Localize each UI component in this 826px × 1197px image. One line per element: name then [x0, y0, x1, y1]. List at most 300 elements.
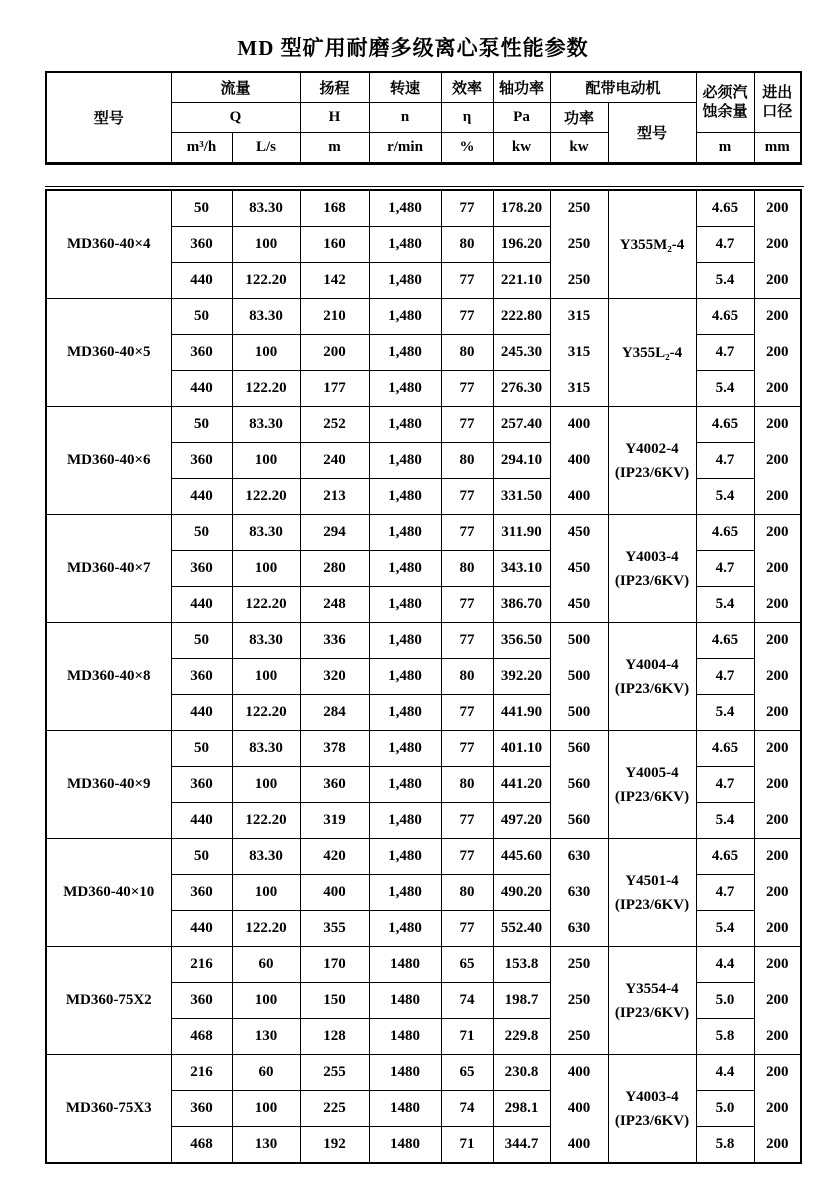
diameter-stack — [755, 191, 801, 298]
motor-power-value: 250 — [567, 271, 591, 288]
efficiency-cell: 77 — [441, 263, 493, 299]
npsh-cell: 5.0 — [696, 1091, 754, 1127]
motor-power-value: 400 — [567, 416, 591, 433]
spec-row — [46, 190, 801, 227]
header-head: 扬程 — [300, 72, 369, 103]
npsh-cell: 5.8 — [696, 1127, 754, 1164]
diameter-value: 200 — [766, 416, 789, 433]
flow-m3h-cell: 360 — [171, 227, 232, 263]
efficiency-cell: 74 — [441, 983, 493, 1019]
diameter-stack — [755, 1055, 801, 1162]
motor-power-value: 560 — [567, 811, 591, 828]
motor-model-cell — [608, 947, 696, 1055]
flow-m3h-cell: 360 — [171, 983, 232, 1019]
header-speed-unit: r/min — [369, 133, 441, 164]
motor-model-line: Y4003-4 — [625, 548, 679, 565]
flow-m3h-cell: 50 — [171, 623, 232, 659]
motor-power — [550, 515, 608, 623]
motor-power-value: 560 — [567, 740, 591, 757]
speed-cell: 1480 — [369, 1127, 441, 1164]
head-cell: 128 — [300, 1019, 369, 1055]
flow-m3h-cell: 360 — [171, 551, 232, 587]
diameter — [754, 190, 801, 299]
diameter-stack — [755, 515, 801, 622]
shaft-power-cell: 257.40 — [493, 407, 550, 443]
flow-ls-cell: 83.30 — [232, 190, 300, 227]
flow-ls-cell: 122.20 — [232, 803, 300, 839]
diameter-value: 200 — [766, 811, 789, 828]
head-cell: 255 — [300, 1055, 369, 1091]
head-cell: 360 — [300, 767, 369, 803]
shaft-power-cell: 294.10 — [493, 443, 550, 479]
shaft-power-cell: 331.50 — [493, 479, 550, 515]
head-cell: 355 — [300, 911, 369, 947]
motor-power-stack — [551, 839, 608, 946]
motor-power-value: 500 — [567, 668, 591, 684]
diameter — [754, 947, 801, 1055]
speed-cell: 1,480 — [369, 407, 441, 443]
header-flow-unit-m3h: m³/h — [171, 133, 232, 164]
diameter-value: 200 — [766, 308, 789, 325]
npsh-cell: 5.4 — [696, 371, 754, 407]
flow-ls-cell: 122.20 — [232, 263, 300, 299]
diameter-value: 200 — [766, 848, 789, 865]
motor-model-line: (IP23/6KV) — [614, 896, 690, 913]
header-flow-unit-ls: L/s — [232, 133, 300, 164]
header-motor: 配带电动机 — [550, 72, 696, 103]
spec-row — [46, 623, 801, 659]
page-title: MD 型矿用耐磨多级离心泵性能参数 — [237, 36, 589, 60]
efficiency-cell: 77 — [441, 731, 493, 767]
shaft-power-cell: 344.7 — [493, 1127, 550, 1164]
motor-power-value: 400 — [567, 1100, 591, 1116]
shaft-power-cell: 311.90 — [493, 515, 550, 551]
npsh-cell: 5.4 — [696, 695, 754, 731]
speed-cell: 1480 — [369, 1055, 441, 1091]
flow-ls-cell: 100 — [232, 1091, 300, 1127]
shaft-power-cell: 445.60 — [493, 839, 550, 875]
diameter-value: 200 — [766, 524, 789, 541]
pump-group — [46, 839, 801, 947]
motor-model-cell — [608, 190, 696, 299]
flow-m3h-cell: 360 — [171, 335, 232, 371]
efficiency-cell: 80 — [441, 767, 493, 803]
motor-model-cell — [608, 839, 696, 947]
motor-power — [550, 839, 608, 947]
head-cell: 177 — [300, 371, 369, 407]
header-efficiency: 效率 — [441, 72, 493, 103]
pump-model: MD360-40×10 — [46, 839, 171, 947]
motor-power-stack — [551, 191, 608, 298]
header-efficiency-symbol: η — [441, 103, 493, 133]
efficiency-cell: 80 — [441, 659, 493, 695]
spec-row — [46, 947, 801, 983]
shaft-power-cell: 386.70 — [493, 587, 550, 623]
efficiency-cell: 71 — [441, 1127, 493, 1164]
diameter-stack — [755, 623, 801, 730]
head-cell: 160 — [300, 227, 369, 263]
diameter-stack — [755, 731, 801, 838]
motor-power-value: 630 — [567, 848, 591, 865]
shaft-power-cell: 153.8 — [493, 947, 550, 983]
shaft-power-cell: 441.90 — [493, 695, 550, 731]
diameter-value: 200 — [766, 1064, 789, 1081]
motor-model-line: Y4005-4 — [625, 764, 679, 781]
motor-power-value: 630 — [567, 919, 591, 936]
header-efficiency-unit: % — [441, 133, 493, 164]
head-cell: 168 — [300, 190, 369, 227]
pump-model: MD360-75X3 — [46, 1055, 171, 1164]
shaft-power-cell: 276.30 — [493, 371, 550, 407]
motor-power — [550, 190, 608, 299]
motor-power-stack — [551, 299, 608, 406]
header-port — [754, 72, 801, 133]
speed-cell: 1,480 — [369, 839, 441, 875]
diameter-value: 200 — [766, 379, 789, 396]
flow-ls-cell: 122.20 — [232, 911, 300, 947]
flow-ls-cell: 83.30 — [232, 839, 300, 875]
header-head-symbol: H — [300, 103, 369, 133]
npsh-cell: 4.7 — [696, 767, 754, 803]
npsh-cell: 4.7 — [696, 551, 754, 587]
head-cell: 225 — [300, 1091, 369, 1127]
diameter-value: 200 — [766, 595, 789, 612]
motor-model-line: (IP23/6KV) — [614, 1112, 690, 1129]
head-cell: 400 — [300, 875, 369, 911]
header-model: 型号 — [46, 72, 171, 164]
motor-power-value: 450 — [567, 560, 591, 576]
flow-m3h-cell: 50 — [171, 299, 232, 335]
diameter-value: 200 — [766, 487, 789, 504]
motor-power — [550, 947, 608, 1055]
npsh-cell: 5.8 — [696, 1019, 754, 1055]
motor-power — [550, 1055, 608, 1164]
diameter-value: 200 — [766, 919, 789, 936]
pump-model: MD360-40×5 — [46, 299, 171, 407]
diameter-value: 200 — [766, 956, 789, 973]
flow-ls-cell: 100 — [232, 767, 300, 803]
flow-ls-cell: 100 — [232, 983, 300, 1019]
pump-group — [46, 623, 801, 731]
motor-power-value: 315 — [567, 308, 591, 325]
motor-model-cell — [608, 515, 696, 623]
diameter-value: 200 — [766, 1135, 789, 1152]
efficiency-cell: 80 — [441, 335, 493, 371]
npsh-cell: 4.65 — [696, 407, 754, 443]
motor-power-value: 250 — [567, 200, 591, 217]
motor-power-value: 560 — [567, 776, 591, 792]
motor-power-stack — [551, 515, 608, 622]
head-cell: 213 — [300, 479, 369, 515]
header-shaft-power-symbol: Pa — [493, 103, 550, 133]
speed-cell: 1,480 — [369, 911, 441, 947]
head-cell: 240 — [300, 443, 369, 479]
npsh-cell: 5.4 — [696, 911, 754, 947]
speed-cell: 1,480 — [369, 263, 441, 299]
flow-m3h-cell: 50 — [171, 731, 232, 767]
efficiency-cell: 74 — [441, 1091, 493, 1127]
motor-model-line: (IP23/6KV) — [614, 464, 690, 481]
flow-m3h-cell: 440 — [171, 263, 232, 299]
spec-row — [46, 407, 801, 443]
flow-ls-cell: 122.20 — [232, 587, 300, 623]
speed-cell: 1,480 — [369, 443, 441, 479]
shaft-power-cell: 497.20 — [493, 803, 550, 839]
shaft-power-cell: 222.80 — [493, 299, 550, 335]
shaft-power-cell: 230.8 — [493, 1055, 550, 1091]
flow-m3h-cell: 468 — [171, 1019, 232, 1055]
speed-cell: 1,480 — [369, 731, 441, 767]
spec-row — [46, 515, 801, 551]
diameter — [754, 299, 801, 407]
head-cell: 210 — [300, 299, 369, 335]
flow-m3h-cell: 360 — [171, 443, 232, 479]
flow-m3h-cell: 440 — [171, 803, 232, 839]
diameter-value: 200 — [766, 884, 789, 900]
flow-m3h-cell: 440 — [171, 911, 232, 947]
diameter-value: 200 — [766, 560, 789, 576]
motor-model-line: Y3554-4 — [625, 980, 679, 997]
shaft-power-cell: 245.30 — [493, 335, 550, 371]
header-npsh-unit: m — [696, 133, 754, 164]
diameter-value: 200 — [766, 776, 789, 792]
diameter-stack — [755, 947, 801, 1054]
header-port-unit: mm — [754, 133, 801, 164]
efficiency-cell: 80 — [441, 875, 493, 911]
head-cell: 200 — [300, 335, 369, 371]
flow-m3h-cell: 360 — [171, 767, 232, 803]
npsh-cell: 4.7 — [696, 875, 754, 911]
motor-model-cell — [608, 299, 696, 407]
spec-table-wrap — [45, 186, 804, 1164]
motor-power-stack — [551, 623, 608, 730]
motor-power — [550, 623, 608, 731]
diameter-value: 200 — [766, 740, 789, 757]
efficiency-cell: 77 — [441, 407, 493, 443]
speed-cell: 1,480 — [369, 479, 441, 515]
flow-m3h-cell: 50 — [171, 515, 232, 551]
npsh-cell: 4.7 — [696, 227, 754, 263]
spec-row — [46, 839, 801, 875]
npsh-cell: 4.7 — [696, 443, 754, 479]
motor-power-value: 400 — [567, 1135, 591, 1152]
motor-power-value: 250 — [567, 992, 591, 1008]
pump-group — [46, 947, 801, 1055]
flow-ls-cell: 130 — [232, 1127, 300, 1164]
pump-model: MD360-40×4 — [46, 190, 171, 299]
efficiency-cell: 77 — [441, 371, 493, 407]
shaft-power-cell: 196.20 — [493, 227, 550, 263]
diameter-value: 200 — [766, 271, 789, 288]
motor-model-cell — [608, 407, 696, 515]
flow-m3h-cell: 360 — [171, 875, 232, 911]
npsh-cell: 5.4 — [696, 263, 754, 299]
speed-cell: 1480 — [369, 1019, 441, 1055]
npsh-cell: 4.7 — [696, 659, 754, 695]
header-npsh — [696, 72, 754, 133]
motor-model-cell — [608, 731, 696, 839]
speed-cell: 1,480 — [369, 659, 441, 695]
motor-power-stack — [551, 407, 608, 514]
header-table — [45, 71, 802, 165]
header-port-line2: 口径 — [762, 103, 793, 120]
header-motor-power-unit: kw — [550, 133, 608, 164]
pump-group — [46, 299, 801, 407]
flow-m3h-cell: 50 — [171, 407, 232, 443]
header-shaft-power-unit: kw — [493, 133, 550, 164]
flow-m3h-cell: 360 — [171, 659, 232, 695]
flow-m3h-cell: 440 — [171, 695, 232, 731]
header-shaft-power: 轴功率 — [493, 72, 550, 103]
pump-group — [46, 407, 801, 515]
diameter-value: 200 — [766, 200, 789, 217]
efficiency-cell: 77 — [441, 839, 493, 875]
speed-cell: 1,480 — [369, 190, 441, 227]
diameter-value: 200 — [766, 452, 789, 468]
npsh-cell: 4.65 — [696, 839, 754, 875]
diameter-value: 200 — [766, 992, 789, 1008]
npsh-cell: 4.65 — [696, 731, 754, 767]
motor-power — [550, 299, 608, 407]
pump-group — [46, 515, 801, 623]
motor-power — [550, 731, 608, 839]
efficiency-cell: 80 — [441, 551, 493, 587]
efficiency-cell: 77 — [441, 515, 493, 551]
motor-power-value: 400 — [567, 452, 591, 468]
spec-table — [45, 189, 802, 1164]
efficiency-cell: 65 — [441, 947, 493, 983]
diameter — [754, 839, 801, 947]
shaft-power-cell: 221.10 — [493, 263, 550, 299]
flow-ls-cell: 100 — [232, 335, 300, 371]
npsh-cell: 4.65 — [696, 623, 754, 659]
shaft-power-cell: 343.10 — [493, 551, 550, 587]
npsh-cell: 4.65 — [696, 299, 754, 335]
efficiency-cell: 65 — [441, 1055, 493, 1091]
head-cell: 319 — [300, 803, 369, 839]
diameter-value: 200 — [766, 703, 789, 720]
flow-ls-cell: 100 — [232, 659, 300, 695]
flow-ls-cell: 100 — [232, 551, 300, 587]
header-motor-model: 型号 — [608, 103, 696, 164]
pump-model: MD360-40×7 — [46, 515, 171, 623]
head-cell: 192 — [300, 1127, 369, 1164]
motor-power-value: 250 — [567, 1027, 591, 1044]
efficiency-cell: 77 — [441, 479, 493, 515]
speed-cell: 1,480 — [369, 623, 441, 659]
header-flow: 流量 — [171, 72, 300, 103]
motor-model-cell — [608, 1055, 696, 1164]
speed-cell: 1480 — [369, 1091, 441, 1127]
motor-power-value: 500 — [567, 632, 591, 649]
speed-cell: 1480 — [369, 983, 441, 1019]
efficiency-cell: 71 — [441, 1019, 493, 1055]
header-motor-power: 功率 — [550, 103, 608, 133]
motor-power-value: 315 — [567, 344, 591, 360]
flow-m3h-cell: 50 — [171, 190, 232, 227]
flow-ls-cell: 122.20 — [232, 479, 300, 515]
pump-group — [46, 1055, 801, 1164]
flow-m3h-cell: 360 — [171, 1091, 232, 1127]
diameter-stack — [755, 839, 801, 946]
motor-model-line: Y4004-4 — [625, 656, 679, 673]
motor-power-stack — [551, 947, 608, 1054]
spec-row — [46, 299, 801, 335]
diameter-stack — [755, 407, 801, 514]
shaft-power-cell: 441.20 — [493, 767, 550, 803]
npsh-cell: 4.65 — [696, 515, 754, 551]
diameter — [754, 731, 801, 839]
npsh-cell: 5.4 — [696, 803, 754, 839]
diameter-value: 200 — [766, 668, 789, 684]
efficiency-cell: 77 — [441, 299, 493, 335]
diameter — [754, 515, 801, 623]
flow-m3h-cell: 216 — [171, 947, 232, 983]
header-port-line1: 进出 — [762, 84, 793, 101]
npsh-cell: 5.4 — [696, 479, 754, 515]
flow-ls-cell: 60 — [232, 947, 300, 983]
shaft-power-cell: 298.1 — [493, 1091, 550, 1127]
motor-model-line: (IP23/6KV) — [614, 788, 690, 805]
pump-model: MD360-40×8 — [46, 623, 171, 731]
diameter-stack — [755, 299, 801, 406]
head-cell: 294 — [300, 515, 369, 551]
shaft-power-cell: 229.8 — [493, 1019, 550, 1055]
speed-cell: 1,480 — [369, 587, 441, 623]
flow-m3h-cell: 468 — [171, 1127, 232, 1164]
header-flow-symbol: Q — [171, 103, 300, 133]
speed-cell: 1480 — [369, 947, 441, 983]
shaft-power-cell: 392.20 — [493, 659, 550, 695]
flow-ls-cell: 83.30 — [232, 299, 300, 335]
diameter — [754, 623, 801, 731]
motor-power-value: 400 — [567, 1064, 591, 1081]
motor-model-line: (IP23/6KV) — [614, 1004, 690, 1021]
flow-ls-cell: 100 — [232, 443, 300, 479]
motor-power-stack — [551, 731, 608, 838]
spec-row — [46, 1055, 801, 1091]
motor-power-value: 450 — [567, 524, 591, 541]
motor-model-line: Y355M₂-4 — [619, 236, 685, 253]
diameter — [754, 407, 801, 515]
head-cell: 142 — [300, 263, 369, 299]
npsh-cell: 4.4 — [696, 1055, 754, 1091]
flow-m3h-cell: 440 — [171, 587, 232, 623]
npsh-cell: 4.65 — [696, 190, 754, 227]
efficiency-cell: 77 — [441, 587, 493, 623]
shaft-power-cell: 490.20 — [493, 875, 550, 911]
head-cell: 420 — [300, 839, 369, 875]
npsh-cell: 4.4 — [696, 947, 754, 983]
motor-power-value: 630 — [567, 884, 591, 900]
speed-cell: 1,480 — [369, 371, 441, 407]
motor-power-value: 250 — [567, 236, 591, 252]
head-cell: 150 — [300, 983, 369, 1019]
shaft-power-cell: 401.10 — [493, 731, 550, 767]
head-cell: 248 — [300, 587, 369, 623]
head-cell: 170 — [300, 947, 369, 983]
motor-power-value: 250 — [567, 956, 591, 973]
efficiency-cell: 77 — [441, 623, 493, 659]
header-head-unit: m — [300, 133, 369, 164]
header-npsh-line2: 蚀余量 — [702, 103, 748, 120]
motor-power-value: 400 — [567, 487, 591, 504]
efficiency-cell: 80 — [441, 227, 493, 263]
spec-row — [46, 731, 801, 767]
flow-m3h-cell: 440 — [171, 479, 232, 515]
motor-power-stack — [551, 1055, 608, 1162]
head-cell: 378 — [300, 731, 369, 767]
